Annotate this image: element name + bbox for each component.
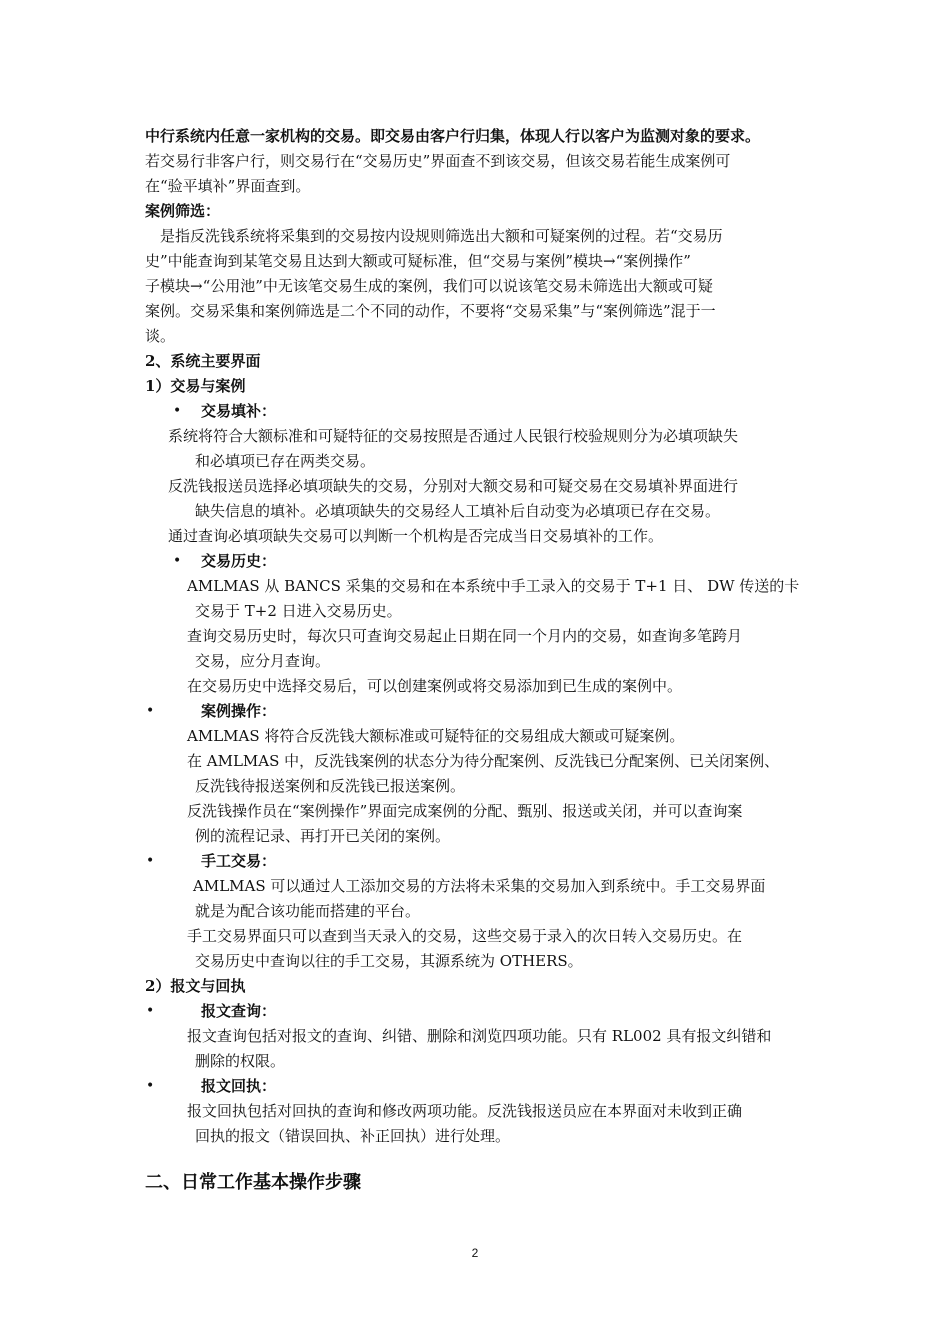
item-heading-manual-transaction: 手工交易： (201, 852, 277, 870)
paragraph-line: 若交易行非客户行，则交易行在“交易历史”界面查不到该交易，但该交易若能生成案例可 (145, 152, 731, 170)
paragraph-line: 史”中能查询到某笔交易且达到大额或可疑标准，但“交易与案例”模块→“案例操作” (145, 252, 691, 270)
paragraph-line: 是指反洗钱系统将采集到的交易按内设规则筛选出大额和可疑案例的过程。若“交易历 (160, 227, 723, 245)
item-heading-case-operation: 案例操作： (201, 702, 277, 720)
paragraph-line: 删除的权限。 (195, 1052, 286, 1070)
paragraph-line: 反洗钱操作员在“案例操作”界面完成案例的分配、甄别、报送或关闭，并可以查询案 (187, 802, 743, 820)
item-heading-report-query: 报文查询： (201, 1002, 277, 1020)
paragraph-line: 报文回执包括对回执的查询和修改两项功能。反洗钱报送员应在本界面对未收到正确 (187, 1102, 743, 1120)
paragraph-line: 系统将符合大额标准和可疑特征的交易按照是否通过人民银行校验规则分为必填项缺失 (168, 427, 739, 445)
paragraph-line: 反洗钱报送员选择必填项缺失的交易，分别对大额交易和可疑交易在交易填补界面进行 (168, 477, 739, 495)
paragraph-line: 谈。 (145, 327, 176, 345)
paragraph-line: 例的流程记录、再打开已关闭的案例。 (195, 827, 451, 845)
paragraph-line: 交易于 T+2 日进入交易历史。 (195, 602, 402, 620)
bullet-icon: • (173, 553, 182, 569)
paragraph-line: 查询交易历史时，每次只可查询交易起止日期在同一个月内的交易，如查询多笔跨月 (187, 627, 743, 645)
paragraph-line: 反洗钱待报送案例和反洗钱已报送案例。 (195, 777, 466, 795)
paragraph-line: 和必填项已存在两类交易。 (195, 452, 376, 470)
bullet-icon: • (146, 703, 155, 719)
paragraph-line: 就是为配合该功能而搭建的平台。 (195, 902, 421, 920)
bullet-icon: • (146, 1003, 155, 1019)
page-number: 2 (471, 1246, 479, 1260)
item-heading-report-receipt: 报文回执： (201, 1077, 277, 1095)
paragraph-line: 交易，应分月查询。 (195, 652, 331, 670)
paragraph-line: 交易历史中查询以往的手工交易，其源系统为 OTHERS。 (195, 952, 583, 970)
subsection-heading-transactions-cases: 1）交易与案例 (145, 377, 246, 395)
section-heading-case-screening: 案例筛选： (145, 202, 221, 220)
item-heading-transaction-history: 交易历史： (201, 552, 277, 570)
paragraph-line: 在交易历史中选择交易后，可以创建案例或将交易添加到已生成的案例中。 (187, 677, 683, 695)
paragraph-line: 手工交易界面只可以查到当天录入的交易，这些交易于录入的次日转入交易历史。在 (187, 927, 743, 945)
paragraph-line: 中行系统内任意一家机构的交易。即交易由客户行归集，体现人行以客户为监测对象的要求。 (145, 127, 761, 145)
paragraph-line: 报文查询包括对报文的查询、纠错、删除和浏览四项功能。只有 RL002 具有报文纠错和 (187, 1027, 772, 1045)
paragraph-line: AMLMAS 将符合反洗钱大额标准或可疑特征的交易组成大额或可疑案例。 (187, 727, 685, 745)
item-heading-transaction-fill: 交易填补： (201, 402, 277, 420)
paragraph-line: AMLMAS 可以通过人工添加交易的方法将未采集的交易加入到系统中。手工交易界面 (193, 877, 766, 895)
paragraph-line: 子模块→“公用池”中无该笔交易生成的案例，我们可以说该笔交易未筛选出大额或可疑 (145, 277, 713, 295)
paragraph-line: 缺失信息的填补。必填项缺失的交易经人工填补后自动变为必填项已存在交易。 (195, 502, 721, 520)
paragraph-line: 通过查询必填项缺失交易可以判断一个机构是否完成当日交易填补的工作。 (168, 527, 664, 545)
subsection-heading-reports-receipts: 2）报文与回执 (145, 977, 246, 995)
paragraph-line: 案例。交易采集和案例筛选是二个不同的动作，不要将“交易采集”与“案例筛选”混于一 (145, 302, 716, 320)
chapter-heading-daily-operations: 二、日常工作基本操作步骤 (145, 1172, 361, 1193)
paragraph-line: 回执的报文（错误回执、补正回执）进行处理。 (195, 1127, 511, 1145)
bullet-icon: • (173, 403, 182, 419)
paragraph-line: AMLMAS 从 BANCS 采集的交易和在本系统中手工录入的交易于 T+1 日、 DW 传送的卡 (187, 577, 800, 595)
section-heading-main-interfaces: 2、系统主要界面 (145, 352, 261, 370)
paragraph-line: 在“验平填补”界面查到。 (145, 177, 311, 195)
bullet-icon: • (146, 1078, 155, 1094)
bullet-icon: • (146, 853, 155, 869)
paragraph-line: 在 AMLMAS 中，反洗钱案例的状态分为待分配案例、反洗钱已分配案例、已关闭案例、 (187, 752, 780, 770)
